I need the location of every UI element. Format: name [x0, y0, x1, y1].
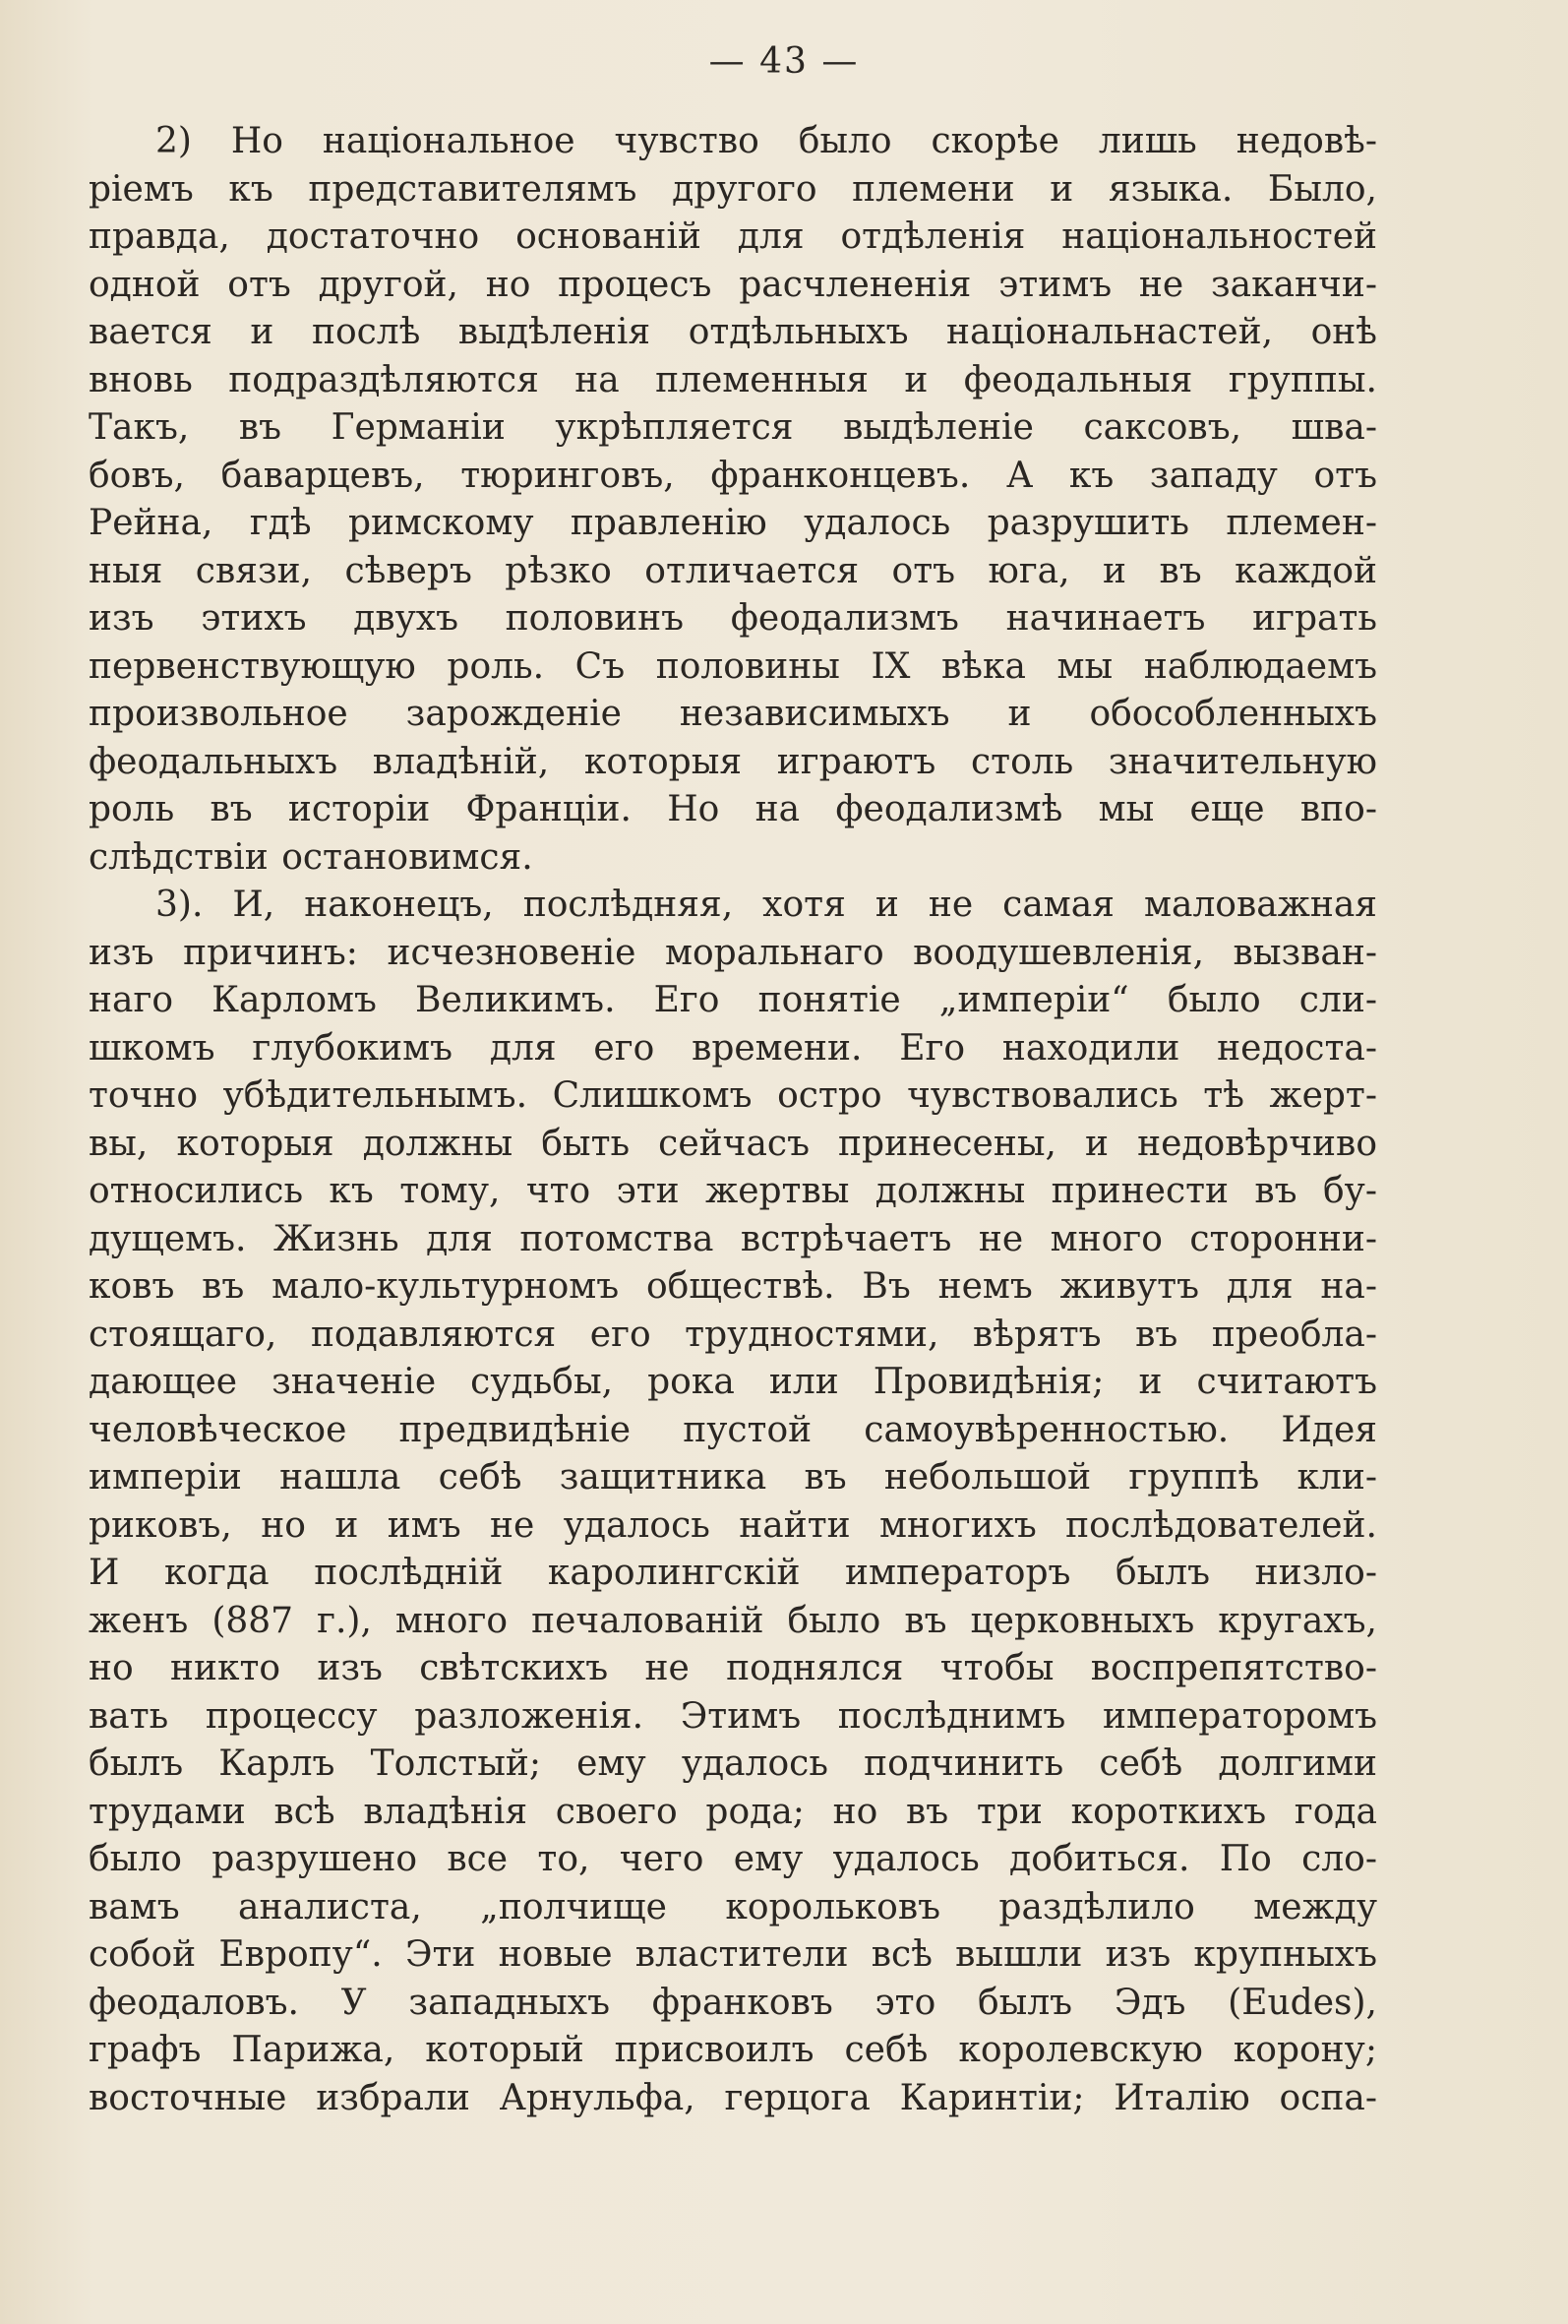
text-line: вать процессу разложенія. Этимъ послѣднимъ императоромъ — [89, 1695, 1377, 1737]
text-line: 2) Но національное чувство было скорѣе лишь недовѣ- — [155, 121, 1377, 161]
text-line: точно убѣдительнымъ. Слишкомъ остро чувствовались тѣ жерт- — [89, 1075, 1377, 1116]
text-line: 3). И, наконецъ, послѣдняя, хотя и не самая маловажная — [155, 885, 1377, 925]
text-line: произвольное зарожденіе независимыхъ и обособленныхъ — [89, 694, 1377, 734]
text-line: вамъ аналиста, „полчище корольковъ раздѣлило между — [89, 1886, 1377, 1927]
text-line: роль въ исторіи Франціи. Но на феодализмѣ мы еще впо- — [89, 789, 1377, 829]
text-line: человѣческое предвидѣніе пустой самоувѣренностью. Идея — [89, 1409, 1377, 1450]
text-line: но никто изъ свѣтскихъ не поднялся чтобы воспрепятство- — [89, 1648, 1377, 1688]
text-line: бовъ, баварцевъ, тюринговъ, франконцевъ. А къ западу отъ — [89, 455, 1377, 496]
text-line: наго Карломъ Великимъ. Его понятіе „имперіи“ было сли- — [89, 980, 1377, 1020]
text-line: одной отъ другой, но процесъ расчлененія этимъ не заканчи- — [89, 264, 1377, 305]
text-line: феодальныхъ владѣній, которыя играютъ столь значительную — [89, 741, 1377, 782]
text-line: было разрушено все то, чего ему удалось добиться. По сло- — [89, 1839, 1377, 1879]
text-line: ныя связи, сѣверъ рѣзко отличается отъ юга, и въ каждой — [89, 550, 1377, 591]
text-line: женъ (887 г.), много печалованій было въ церковныхъ кругахъ, — [89, 1600, 1377, 1641]
text-line: имперіи нашла себѣ защитника въ небольшой группѣ кли- — [89, 1457, 1377, 1498]
text-line: феодаловъ. У западныхъ франковъ это былъ Эдъ (Eudes), — [89, 1982, 1377, 2023]
text-line: изъ этихъ двухъ половинъ феодализмъ начинаетъ играть — [89, 598, 1377, 639]
text-line: слѣдствіи остановимся. — [89, 836, 533, 878]
text-line: ріемъ къ представителямъ другого племени и языка. Было, — [89, 168, 1377, 210]
text-line: первенствующую роль. Съ половины IX вѣка мы наблюдаемъ — [89, 645, 1377, 687]
text-line: правда, достаточно основаній для отдѣленія національностей — [89, 216, 1377, 257]
text-line: стоящаго, подавляются его трудностями, вѣрятъ въ преобла- — [89, 1314, 1377, 1355]
text-line: вы, которыя должны быть сейчасъ принесены, и недовѣрчиво — [89, 1123, 1377, 1164]
text-line: дущемъ. Жизнь для потомства встрѣчаетъ не много сторонни- — [89, 1218, 1377, 1259]
text-line: вновь подраздѣляются на племенныя и феодальныя группы. — [89, 359, 1377, 400]
text-line: вается и послѣ выдѣленія отдѣльныхъ національнастей, онѣ — [89, 312, 1377, 352]
text-line: И когда послѣдній каролингскій императоръ былъ низло- — [89, 1553, 1377, 1593]
text-line: изъ причинъ: исчезновеніе моральнаго воодушевленія, вызван- — [89, 932, 1377, 973]
text-line: былъ Карлъ Толстый; ему удалось подчинить себѣ долгими — [89, 1743, 1377, 1784]
text-line: относились къ тому, что эти жертвы должны принести въ бу- — [89, 1171, 1377, 1211]
text-line: Рейна, гдѣ римскому правленію удалось разрушить племен- — [89, 503, 1377, 543]
text-line: графъ Парижа, который присвоилъ себѣ королевскую корону; — [89, 2030, 1377, 2070]
page-text — [89, 118, 1377, 2122]
text-line: собой Европу“. Эти новые властители всѣ вышли изъ крупныхъ — [89, 1934, 1377, 1975]
text-line: риковъ, но и имъ не удалось найти многихъ послѣдователей. — [89, 1504, 1377, 1546]
text-line: Такъ, въ Германіи укрѣпляется выдѣленіе саксовъ, шва- — [89, 407, 1377, 448]
text-line: шкомъ глубокимъ для его времени. Его находили недоста- — [89, 1027, 1377, 1069]
page-number: — 43 — — [708, 41, 860, 82]
text-line: восточные избрали Арнульфа, герцога Каринтіи; Италію оспа- — [89, 2077, 1377, 2118]
text-line: дающее значеніе судьбы, рока или Провидѣнія; и считаютъ — [89, 1362, 1377, 1402]
text-line: ковъ въ мало-культурномъ обществѣ. Въ немъ живутъ для на- — [89, 1266, 1377, 1307]
text-line: трудами всѣ владѣнія своего рода; но въ три короткихъ года — [89, 1791, 1377, 1832]
